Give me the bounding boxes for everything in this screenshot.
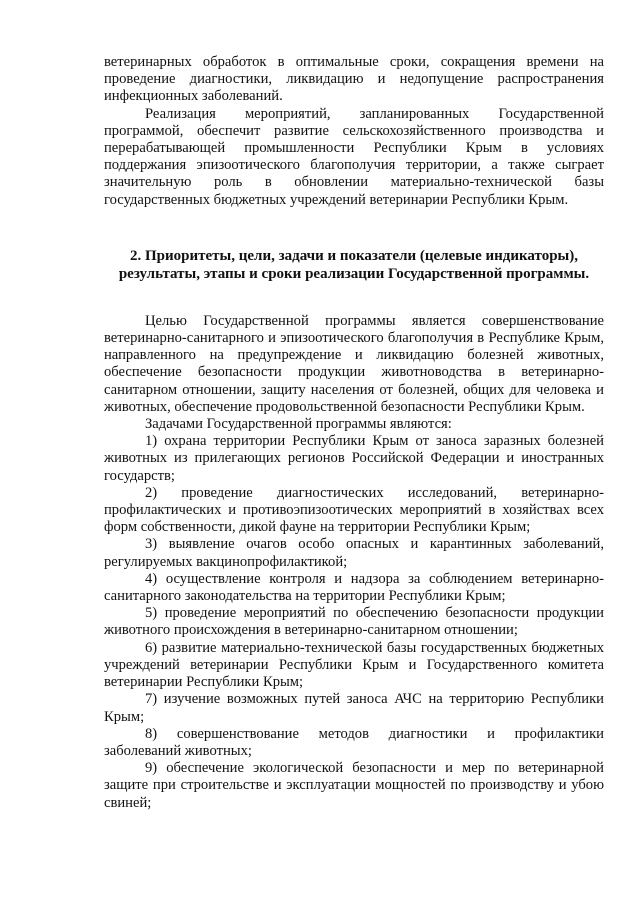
task-item-2: 2) проведение диагностических исследований, ветеринарно-профилактических и противоэпизоотических мероприятий в хозяйствах всех форм собственности, дикой фауне на территории Республики Крым;: [104, 484, 604, 536]
intro-paragraph-implementation: Реализация мероприятий, запланированных Государственной программой, обеспечит развитие сельскохозяйственного производства и перерабатывающей промышленности Республики Крым в условиях поддержания эпизоотического благополучия территории, а также сыграет значительную роль в обновлении материально-технической базы государственных бюджетных учреждений ветеринарии Республики Крым.: [104, 105, 604, 208]
task-item-3: 3) выявление очагов особо опасных и карантинных заболеваний, регулируемых вакцинопрофилактикой;: [104, 536, 604, 570]
document-page: [104, 54, 604, 812]
task-item-5: 5) проведение мероприятий по обеспечению безопасности продукции животного происхождения в ветеринарно-санитарном отношении;: [104, 605, 604, 639]
task-item-6: 6) развитие материально-технической базы государственных бюджетных учреждений ветеринарии Республики Крым и Государственного комитета ветеринарии Республики Крым;: [104, 639, 604, 691]
tasks-intro: Задачами Государственной программы являются:: [145, 416, 452, 433]
task-item-7: 7) изучение возможных путей заноса АЧС на территорию Республики Крым;: [104, 691, 604, 725]
task-item-1: 1) охрана территории Республики Крым от заноса заразных болезней животных из прилегающих регионов Российской Федерации и иностранных государств;: [104, 433, 604, 484]
task-item-4: 4) осуществление контроля и надзора за соблюдением ветеринарно-санитарного законодательства на территории Республики Крым;: [104, 570, 604, 605]
section-heading: 2. Приоритеты, цели, задачи и показатели (целевые индикаторы), результаты, этапы и сроки реализации Государственной программы.: [118, 247, 590, 282]
goal-paragraph: Целью Государственной программы является совершенствование ветеринарно-санитарного и эпизоотического благополучия в Республике Крым, направленного на предупреждение и ликвидацию болезней животных, обеспечение безопасности продукции животноводства в ветеринарно-санитарном отношении, защиту населения от болезней, общих для человека и животных, обеспечение продовольственной безопасности Республики Крым.: [104, 312, 604, 415]
task-item-8: 8) совершенствование методов диагностики и профилактики заболеваний животных;: [104, 725, 604, 759]
intro-paragraph-continuation: ветеринарных обработок в оптимальные сроки, сокращения времени на проведение диагностики, ликвидацию и недопущение распространения инфекционных заболеваний.: [104, 54, 604, 105]
task-item-9: 9) обеспечение экологической безопасности и мер по ветеринарной защите при строительстве и эксплуатации мощностей по производству и убою свиней;: [104, 760, 604, 811]
